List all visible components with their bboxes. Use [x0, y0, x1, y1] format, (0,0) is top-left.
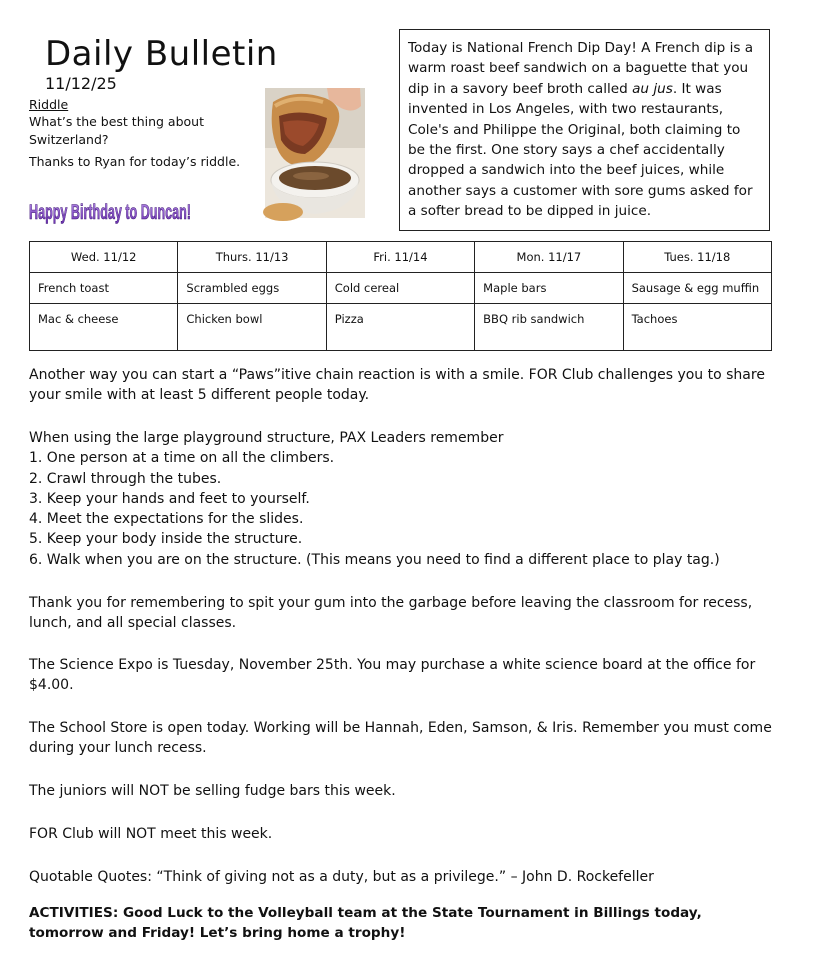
menu-lunch-item: Pizza	[326, 304, 474, 351]
playground-intro: When using the large playground structure, PAX Leaders remember	[29, 430, 504, 446]
menu-days-row	[30, 242, 772, 273]
bulletin-date: 11/12/25	[45, 74, 117, 93]
playground-rules	[29, 448, 779, 570]
fact-text-italic: au jus	[632, 80, 673, 97]
playground-rule: 1. One person at a time on all the climbers.	[29, 450, 335, 467]
playground-rule: 6. Walk when you are on the structure. (This means you need to find a different place to play tag.)	[29, 551, 720, 568]
gum-announcement: Thank you for remembering to spit your gum into the garbage before leaving the classroom for recess, lunch, and all special classes.	[29, 595, 753, 632]
playground-rule: 2. Crawl through the tubes.	[29, 470, 222, 487]
riddle-thanks: Thanks to Ryan for today’s riddle.	[29, 154, 241, 169]
menu-lunch-row	[30, 304, 772, 351]
menu-breakfast-item: Maple bars	[475, 273, 623, 304]
playground-announcement	[29, 428, 779, 570]
menu-day: Fri. 11/14	[326, 242, 474, 273]
playground-rule: 5. Keep your body inside the structure.	[29, 531, 303, 548]
science-expo-announcement: The Science Expo is Tuesday, November 25th. You may purchase a white science board at the office for $4.00.	[29, 657, 756, 694]
menu-day: Thurs. 11/13	[178, 242, 326, 273]
menu-lunch-item: Chicken bowl	[178, 304, 326, 351]
birthday-wordart	[28, 195, 198, 229]
birthday-text: Happy Birthday to Duncan!	[29, 201, 191, 224]
menu-breakfast-item: Cold cereal	[326, 273, 474, 304]
menu-lunch-item: BBQ rib sandwich	[475, 304, 623, 351]
fact-text-after: . It was invented in Los Angeles, with two restaurants, Cole's and Philippe the Original, both claiming to be the first. One story says a chef accidentally dropped a sandwich into the beef juices, while another says a customer with sore gums asked for a softer bread to be dipped in juice.	[408, 80, 753, 220]
menu-day: Mon. 11/17	[475, 242, 623, 273]
fact-text-before: Today is National French Dip Day! A French dip is a warm roast beef sandwich on a baguette that you dip in a savory beef broth called	[408, 40, 754, 97]
bulletin-title: Daily Bulletin	[45, 34, 278, 74]
playground-rule: 3. Keep your hands and feet to yourself.	[29, 490, 310, 507]
menu-breakfast-row	[30, 273, 772, 304]
for-club-announcement: FOR Club will NOT meet this week.	[29, 826, 273, 842]
smile-announcement: Another way you can start a “Paws”itive chain reaction is with a smile. FOR Club challenges you to share your smile with at least 5 different people today.	[29, 367, 765, 404]
playground-rule: 4. Meet the expectations for the slides.	[29, 511, 304, 528]
menu-day: Tues. 11/18	[623, 242, 771, 273]
french-dip-photo	[265, 88, 365, 218]
national-day-fact	[399, 29, 770, 231]
menu-table	[29, 241, 772, 351]
menu-breakfast-item: French toast	[30, 273, 178, 304]
activities-announcement: ACTIVITIES: Good Luck to the Volleyball team at the State Tournament in Billings today, tomorrow and Friday! Let’s bring home a trophy!	[29, 905, 702, 942]
menu-lunch-item: Mac & cheese	[30, 304, 178, 351]
quotable-quote: Quotable Quotes: “Think of giving not as a duty, but as a privilege.” – John D. Rockefeller	[29, 869, 654, 885]
school-store-announcement: The School Store is open today. Working will be Hannah, Eden, Samson, & Iris. Remember you must come during your lunch recess.	[29, 720, 772, 757]
riddle-label: Riddle	[29, 97, 69, 112]
menu-breakfast-item: Sausage & egg muffin	[623, 273, 771, 304]
menu-breakfast-item: Scrambled eggs	[178, 273, 326, 304]
menu-lunch-item: Tachoes	[623, 304, 771, 351]
riddle-question: What’s the best thing about Switzerland?	[29, 114, 204, 147]
menu-day: Wed. 11/12	[30, 242, 178, 273]
fudge-announcement: The juniors will NOT be selling fudge bars this week.	[29, 783, 396, 799]
